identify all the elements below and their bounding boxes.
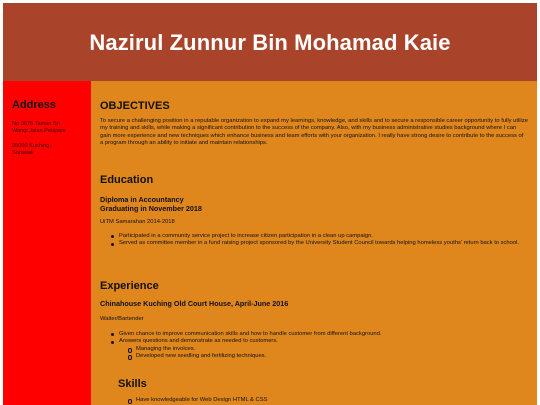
list-item: Have knowledgeable for Web Design HTML & CSS: [127, 397, 523, 404]
address-line-2: Wangi Jalan Pelajaya: [12, 128, 66, 134]
objectives-heading: OBJECTIVES: [100, 100, 170, 112]
experience-heading: Experience: [100, 280, 159, 292]
experience-sublist: [127, 346, 523, 361]
address-line-4: Sarawak: [12, 150, 34, 156]
list-item: Managing the invoices.: [127, 346, 523, 353]
list-item: Served as committee member in a fund raising project sponsored by the University Student Council towards helping homeless youths' return back to school.: [110, 240, 524, 247]
list-item: Participated in a community service project to increase citizen participation in a clean up campaign.: [110, 233, 524, 240]
sidebar: [3, 81, 91, 405]
education-degree: Diploma in Accountancy: [100, 195, 184, 204]
main-content: [91, 81, 537, 405]
address-line-3: 95000 Kuching,: [12, 143, 51, 149]
list-item: Answers questions and demonstrate as needed to customers.: [110, 338, 524, 345]
resume-name: Nazirul Zunnur Bin Mohamad Kaie: [89, 30, 451, 55]
skills-list: [127, 397, 523, 404]
experience-role: Waiter/Bartender: [100, 316, 144, 322]
list-item: Developed new seedling and fertilizing techniques.: [127, 353, 523, 360]
experience-company: Chinahouse Kuching Old Court House, April-June 2016: [100, 299, 289, 308]
experience-list: [110, 331, 524, 346]
address-line-1: No 3676 Taman Sri: [12, 121, 60, 127]
education-graduation: Graduating in November 2018: [100, 204, 202, 213]
education-heading: Education: [100, 174, 154, 186]
address-heading: Address: [12, 99, 57, 111]
education-list: [110, 233, 524, 248]
skills-heading: Skills: [118, 378, 147, 390]
resume-header: [3, 3, 537, 81]
list-item: Given chance to improve communication skills and how to handle customer from different background.: [110, 331, 524, 338]
resume-page: [3, 3, 537, 405]
objectives-text: To secure a challenging position in a reputable organization to expand my learnings, knowledge, and skills and to secure a responsible career opportunity to fully utilize my training and skills, while making a significant contribution to the success of the company. Also, with my business administrative studies background where I can gain more experience and new techniques which enhance business and team efforts with your organization. I really have strong desire to contribute to the success of a program through an ability to initiate and maintain relationships.: [100, 118, 528, 146]
education-institution: UiTM Samarahan 2014-2018: [100, 219, 175, 225]
